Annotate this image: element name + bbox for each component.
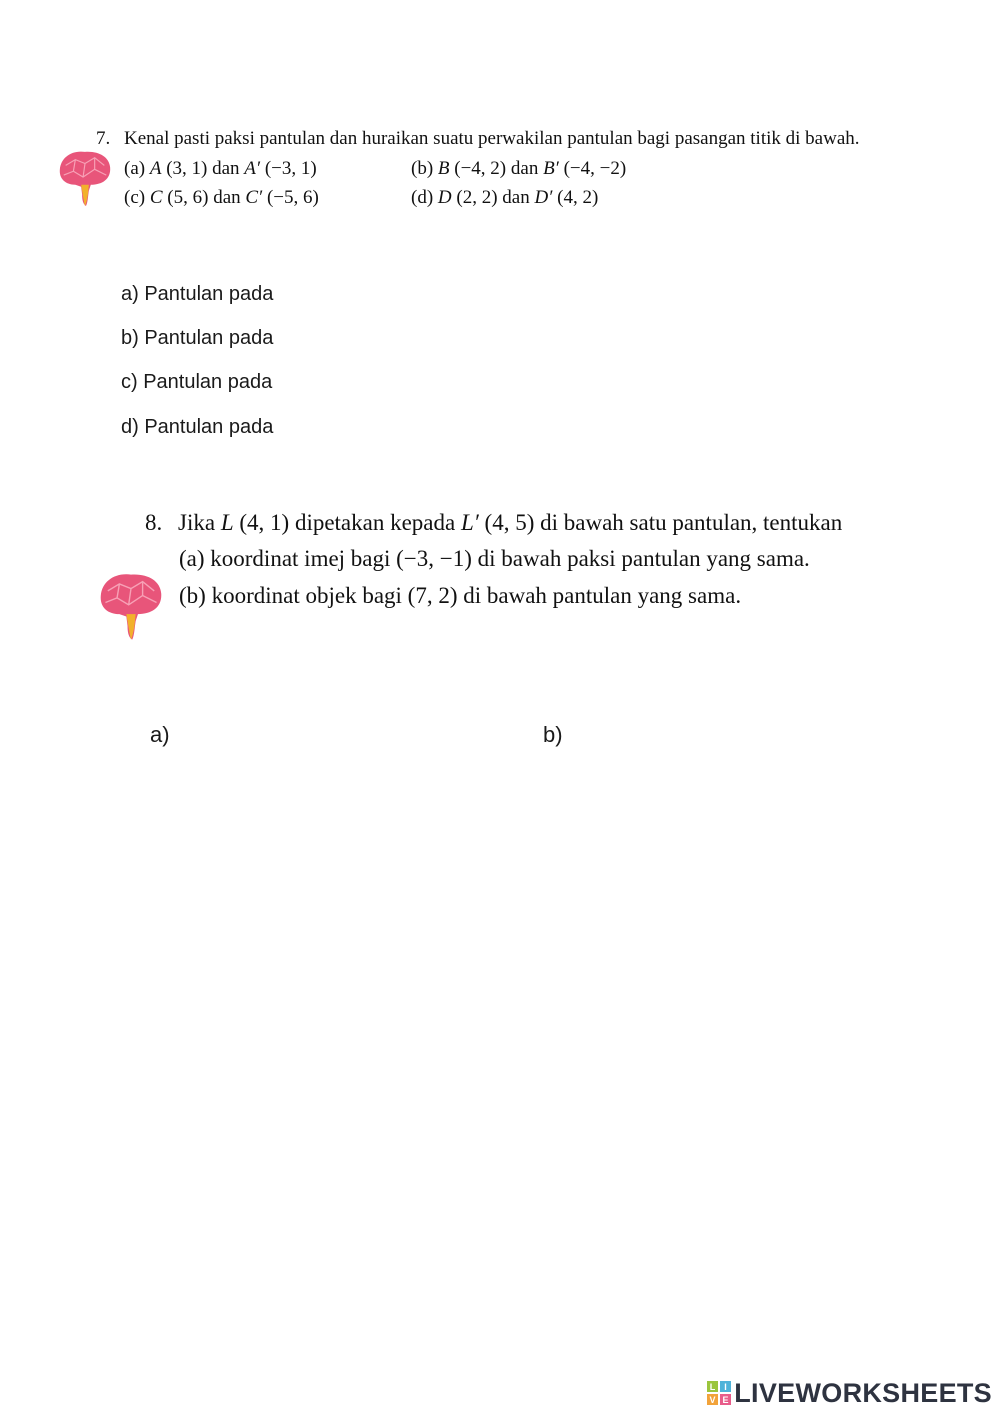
point-coords: (2, 2) (456, 187, 498, 208)
answer-8a-label: a) (150, 722, 170, 747)
conjunction: dan (212, 158, 240, 179)
image-point-coords: (4, 5) (484, 510, 535, 535)
svg-text:L: L (710, 1382, 716, 1392)
part-label: (d) (411, 187, 434, 208)
image-point-coords: (−3, 1) (264, 158, 317, 179)
question-8-part-a: (a) koordinat imej bagi (−3, −1) di bawah paksi pantulan yang sama. (179, 546, 810, 571)
question-8-number: 8. (145, 510, 163, 535)
question-8-stem (145, 510, 842, 536)
image-point-coords: (−4, −2) (563, 158, 627, 179)
answer-7c-label: c) Pantulan pada (121, 371, 273, 393)
liveworksheets-logo (707, 1378, 992, 1408)
image-point-coords: (−5, 6) (266, 187, 319, 208)
part-label: (a) (124, 158, 146, 179)
svg-text:V: V (709, 1395, 716, 1405)
point-coords: (5, 6) (167, 187, 209, 208)
question-7-stem (96, 128, 860, 150)
stem-text: dipetakan kepada (294, 510, 456, 535)
brain-icon (56, 148, 114, 208)
point-coords: (3, 1) (166, 158, 208, 179)
answer-8b-label: b) (543, 722, 563, 747)
logo-mark-icon (707, 1381, 731, 1405)
point-coords: (−4, 2) (454, 158, 507, 179)
answer-7b-label: b) Pantulan pada (121, 327, 274, 349)
answer-7d-label: d) Pantulan pada (121, 416, 274, 438)
question-7-part-d (411, 187, 598, 209)
point-name: A (149, 158, 162, 179)
image-point-coords: (4, 2) (557, 187, 599, 208)
image-point-name: L′ (460, 510, 479, 535)
stem-text: di bawah satu pantulan, tentukan (540, 510, 843, 535)
logo-text: LIVEWORKSHEETS (734, 1377, 992, 1408)
image-point-name: D′ (534, 187, 553, 208)
conjunction: dan (510, 158, 539, 179)
point-name: D (437, 187, 452, 208)
point-name: L (220, 510, 234, 535)
point-name: C (149, 187, 163, 208)
question-7-number: 7. (96, 128, 111, 149)
part-label: (c) (124, 187, 146, 208)
image-point-name: A′ (244, 158, 261, 179)
question-7-part-c (124, 187, 319, 209)
point-name: B (437, 158, 450, 179)
image-point-name: C′ (245, 187, 263, 208)
part-label: (b) (411, 158, 434, 179)
question-7-text: Kenal pasti paksi pantulan dan huraikan suatu perwakilan pantulan bagi pasangan titik di bawah. (124, 128, 860, 149)
point-coords: (4, 1) (239, 510, 290, 535)
question-8-part-b: (b) koordinat objek bagi (7, 2) di bawah pantulan yang sama. (179, 583, 742, 608)
conjunction: dan (213, 187, 241, 208)
image-point-name: B′ (543, 158, 559, 179)
answer-7a-label: a) Pantulan pada (121, 283, 274, 305)
brain-icon (96, 570, 166, 642)
stem-text: Jika (178, 510, 216, 535)
svg-text:I: I (724, 1382, 728, 1392)
question-7-part-a (124, 158, 317, 180)
conjunction: dan (502, 187, 530, 208)
question-7-part-b (411, 158, 626, 180)
svg-text:E: E (722, 1395, 729, 1405)
